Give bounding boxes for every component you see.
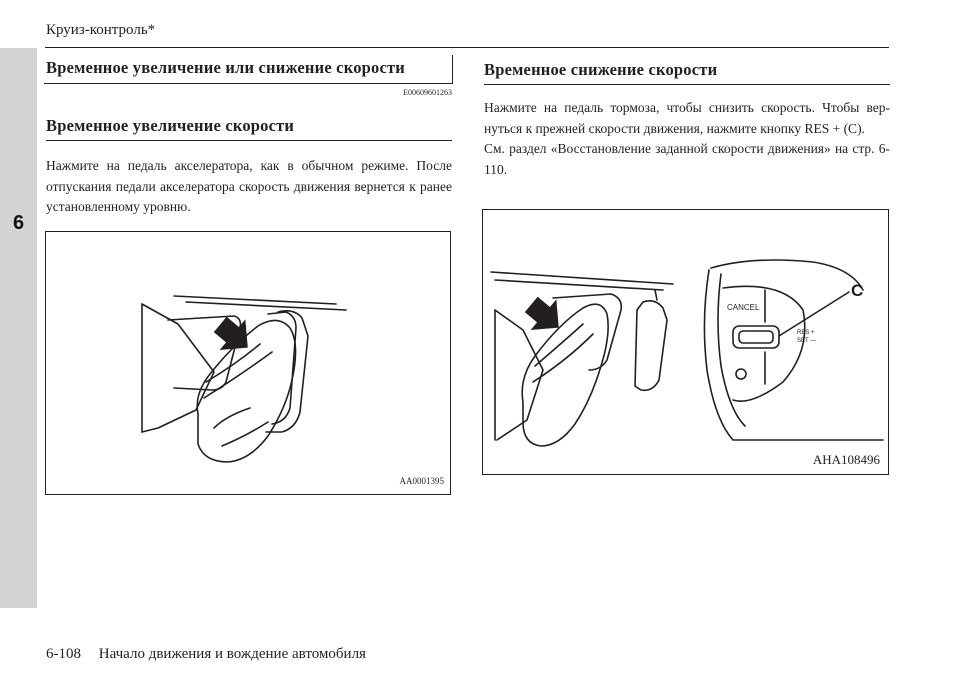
left-subsection-title (46, 116, 452, 141)
left-section-title: Временное увеличение или снижение скорости (46, 58, 406, 77)
page-footer (46, 646, 366, 663)
right-section-rule (484, 84, 890, 85)
document-code: E00609601263 (403, 88, 452, 97)
accelerator-pedal-figure (45, 231, 451, 495)
chapter-title: Начало движения и вождение автомобиля (98, 646, 366, 662)
accelerator-pedal-illustration (46, 232, 450, 494)
subsection-rule (46, 140, 452, 141)
right-paragraph-2: См. раздел «Восстановление заданной скорости движения» на стр. 6-110. (484, 141, 890, 177)
right-section-text: Временное снижение скорости (484, 60, 718, 79)
set-switch-label: SET — (797, 338, 817, 344)
header-rule (45, 47, 889, 48)
right-paragraph (484, 98, 890, 180)
res-switch-label: RES + (797, 330, 815, 336)
left-subsection-text: Временное увеличение скорости (46, 116, 295, 135)
page-number: 6-108 (46, 646, 81, 662)
chapter-number: 6 (12, 212, 25, 234)
brake-and-switch-illustration (483, 210, 888, 474)
right-figure-code: AHA108496 (812, 452, 880, 467)
brake-pedal-figure (482, 209, 889, 475)
chapter-side-tab (0, 48, 37, 608)
right-paragraph-1: Нажмите на педаль тормоза, чтобы снизить скорость. Чтобы вер-нуться к прежней скорости движения, нажмите кнопку RES + (C). (484, 100, 890, 136)
callout-label-c: C (851, 281, 864, 300)
right-section-title (484, 60, 890, 85)
running-head: Круиз-контроль* (46, 22, 156, 38)
left-paragraph: Нажмите на педаль акселератора, как в обычном режиме. После отпускания педали акселератора скорость движения вернется к ранее установленному уровню. (46, 158, 452, 214)
cancel-switch-label: CANCEL (727, 303, 760, 312)
left-figure-code: AA0001395 (399, 476, 444, 486)
